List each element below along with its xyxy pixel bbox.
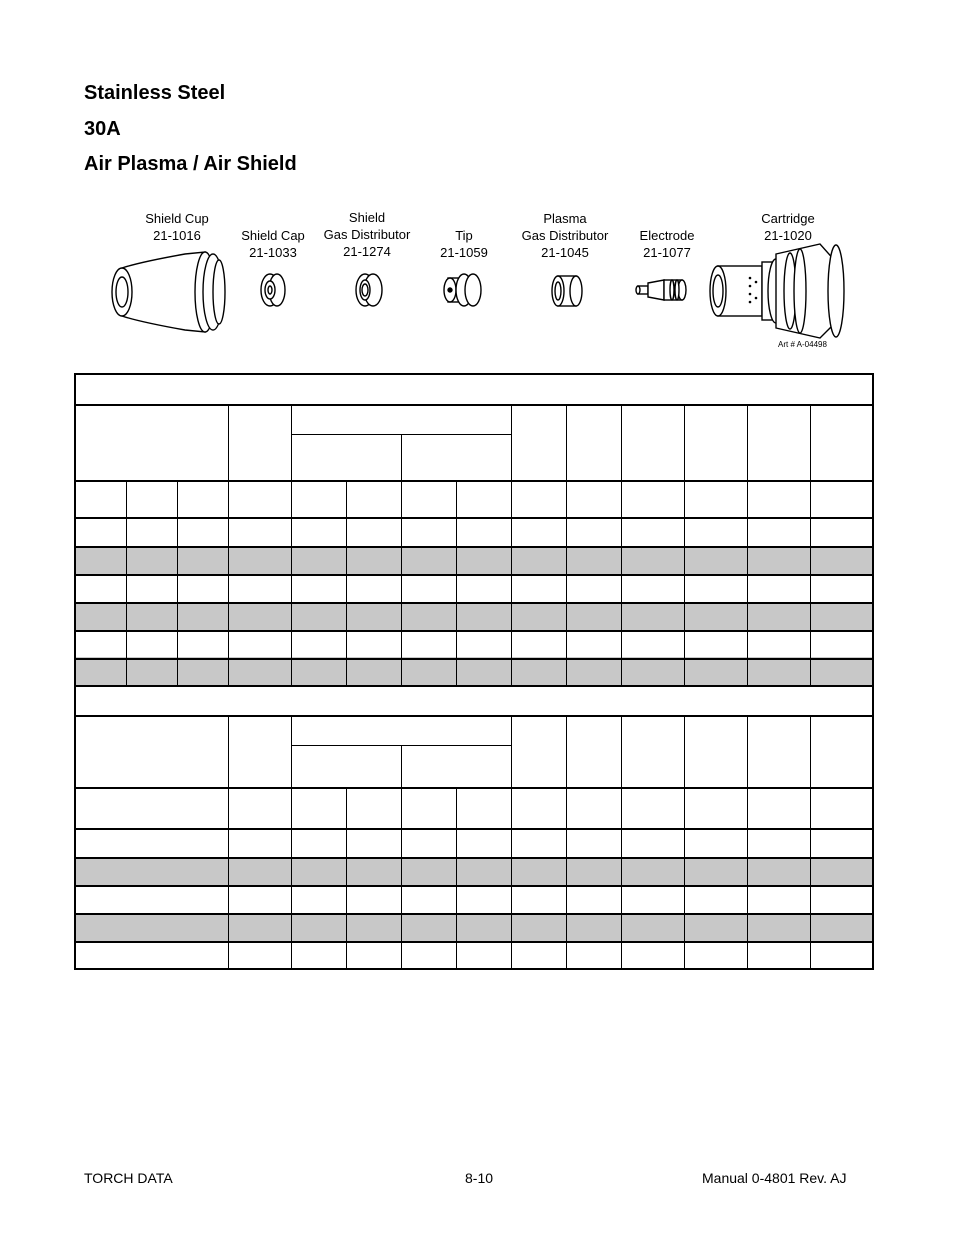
- col-rule: [126, 480, 127, 686]
- col-rule: [511, 715, 512, 787]
- row-rule: [76, 857, 872, 859]
- col-rule: [684, 404, 685, 480]
- row-rule: [76, 574, 872, 576]
- part-label-cartridge: Cartridge 21-1020: [761, 211, 815, 243]
- col-rule: [810, 715, 811, 787]
- art-number: Art # A-04498: [778, 340, 827, 349]
- col-rule: [621, 480, 622, 686]
- col-rule: [291, 404, 292, 480]
- row-rule: [76, 828, 872, 830]
- col-rule: [747, 480, 748, 686]
- footer-section: TORCH DATA: [84, 1170, 173, 1186]
- col-rule: [621, 787, 622, 968]
- col-rule: [456, 480, 457, 686]
- tip-drawing: [444, 274, 481, 306]
- col-rule: [621, 715, 622, 787]
- gas-heading: Air Plasma / Air Shield: [84, 153, 297, 175]
- part-label-shield-cap: Shield Cap 21-1033: [241, 228, 305, 260]
- part-label-shield-gas-distributor: Shield Gas Distributor 21-1274: [323, 210, 411, 259]
- col-rule: [810, 480, 811, 686]
- gouge-data-table: [74, 685, 874, 970]
- col-rule: [346, 480, 347, 686]
- col-rule: [747, 715, 748, 787]
- shaded-row: [76, 913, 872, 941]
- part-label-tip: Tip 21-1059: [440, 228, 488, 260]
- row-rule: [76, 885, 872, 887]
- col-rule: [621, 404, 622, 480]
- col-rule: [401, 745, 402, 787]
- col-rule: [566, 480, 567, 686]
- material-heading: Stainless Steel: [84, 82, 226, 104]
- col-rule: [566, 787, 567, 968]
- shaded-row: [76, 547, 872, 575]
- col-rule: [228, 480, 229, 686]
- col-rule: [684, 715, 685, 787]
- col-rule: [401, 480, 402, 686]
- row-rule: [76, 517, 872, 519]
- consumable-parts-illustration: [0, 0, 954, 360]
- amperage-heading: 30A: [84, 118, 121, 140]
- cut-data-table: [74, 373, 874, 687]
- col-rule: [684, 480, 685, 686]
- electrode-drawing: [636, 280, 686, 300]
- col-rule: [511, 404, 512, 480]
- col-rule: [401, 787, 402, 968]
- part-label-electrode: Electrode 21-1077: [639, 228, 695, 260]
- row-rule: [76, 787, 872, 789]
- col-rule: [291, 480, 292, 686]
- shield-gas-distributor-drawing: [356, 274, 382, 306]
- col-rule: [684, 787, 685, 968]
- col-rule: [456, 787, 457, 968]
- col-rule: [566, 715, 567, 787]
- col-rule: [810, 404, 811, 480]
- col-rule: [566, 404, 567, 480]
- row-rule: [76, 941, 872, 943]
- col-rule: [747, 787, 748, 968]
- col-rule: [291, 715, 292, 787]
- col-rule: [228, 787, 229, 968]
- shaded-row: [76, 657, 872, 685]
- shaded-row: [76, 603, 872, 631]
- col-rule: [401, 434, 402, 480]
- shield-cap-drawing: [261, 274, 285, 306]
- plasma-gas-distributor-drawing: [552, 276, 582, 306]
- col-rule: [511, 480, 512, 686]
- col-rule: [346, 787, 347, 968]
- col-rule: [228, 404, 229, 480]
- row-rule: [76, 404, 872, 406]
- shield-cup-drawing: [112, 252, 225, 332]
- col-rule: [228, 715, 229, 787]
- shaded-row: [76, 857, 872, 885]
- col-rule: [747, 404, 748, 480]
- row-rule: [76, 630, 872, 632]
- part-label-shield-cup: Shield Cup 21-1016: [145, 211, 209, 243]
- col-rule: [291, 787, 292, 968]
- row-rule: [76, 480, 872, 482]
- manual-revision: Manual 0-4801 Rev. AJ: [702, 1170, 847, 1186]
- row-rule: [76, 715, 872, 717]
- row-rule: [76, 602, 872, 604]
- part-label-plasma-gas-distributor: Plasma Gas Distributor 21-1045: [521, 211, 609, 260]
- page-number: 8-10: [465, 1170, 494, 1186]
- col-rule: [177, 480, 178, 686]
- row-rule: [76, 658, 872, 660]
- col-rule: [511, 787, 512, 968]
- cartridge-drawing: [710, 244, 844, 338]
- col-rule: [810, 787, 811, 968]
- row-rule: [76, 546, 872, 548]
- row-rule: [76, 913, 872, 915]
